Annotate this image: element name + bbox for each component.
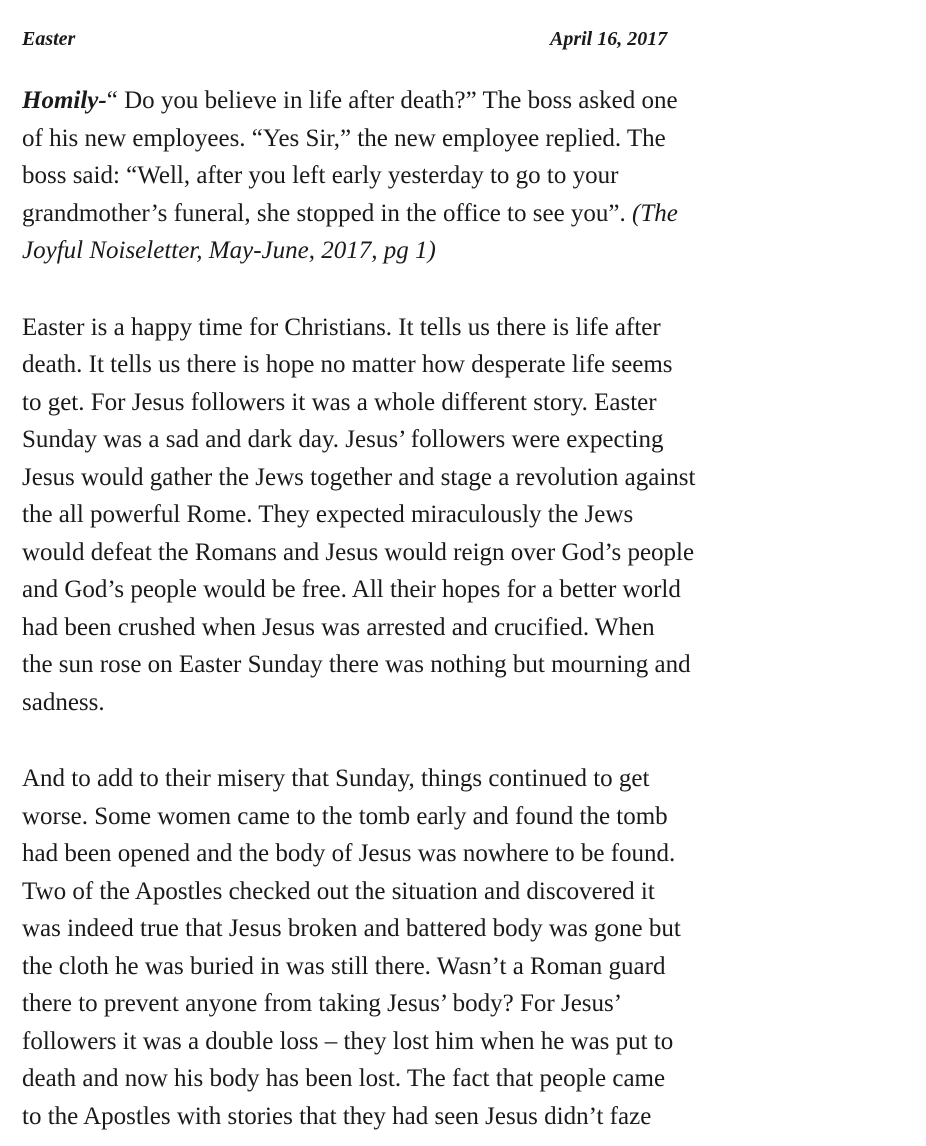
header-date: April 16, 2017 [550,28,668,50]
page-header [22,28,712,58]
paragraph-line: Jesus would gather the Jews together and stage a revolution against [22,463,696,491]
header-title: Easter [22,28,76,50]
paragraph-line: had been crushed when Jesus was arrested and crucified. When [22,613,655,641]
paragraph-line: the cloth he was buried in was still there. Wasn’t a Roman guard [22,952,666,980]
citation-end: Joyful Noiseletter, May-June, 2017, pg 1) [22,237,436,264]
paragraph-line: death. It tells us there is hope no matter how desperate life seems [22,351,673,378]
paragraph-easter-happy-time [22,309,912,722]
paragraph-line: Easter is a happy time for Christians. It tells us there is life after [22,313,661,341]
citation-start: (The [632,199,678,227]
paragraph-line: would defeat the Romans and Jesus would reign over God’s people [22,538,695,566]
paragraph-gap [22,721,912,760]
paragraph-line: to the Apostles with stories that they had seen Jesus didn’t faze [22,1102,652,1130]
homily-line-1 [22,82,912,120]
paragraph-line: and God’s people would be free. All their hopes for a better world [22,576,681,603]
homily-line-4 [22,195,912,233]
paragraph-misery-sunday [22,760,912,1135]
paragraph-line: the all powerful Rome. They expected miraculously the Jews [22,501,634,528]
paragraph-line: And to add to their misery that Sunday, things continued to get [22,765,650,792]
paragraph-line: worse. Some women came to the tomb early and found the tomb [22,802,668,830]
paragraph-line: to get. For Jesus followers it was a whole different story. Easter [22,388,657,416]
homily-line-4-text: grandmother’s funeral, she stopped in the office to see you”. [22,199,633,227]
paragraph-line: was indeed true that Jesus broken and battered body was gone but [22,915,681,942]
homily-line-3: boss said: “Well, after you left early yesterday to go to your [22,162,619,189]
homily-paragraph [22,82,912,270]
homily-line-1-text: “ Do you believe in life after death?” The boss asked one [106,87,678,114]
homily-line-2: of his new employees. “Yes Sir,” the new employee replied. The [22,124,666,152]
paragraph-line: the sun rose on Easter Sunday there was nothing but mourning and [22,651,691,678]
paragraph-line: followers it was a double loss – they lost him when he was put to [22,1027,674,1055]
document-body [22,82,912,1135]
paragraph-gap [22,270,912,309]
paragraph-line: there to prevent anyone from taking Jesus’ body? For Jesus’ [22,990,623,1017]
paragraph-line: death and now his body has been lost. The fact that people came [22,1065,666,1092]
paragraph-line: Sunday was a sad and dark day. Jesus’ followers were expecting [22,426,664,453]
homily-label: Homily- [22,87,107,114]
paragraph-line: sadness. [22,688,105,716]
paragraph-line: had been opened and the body of Jesus was nowhere to be found. [22,840,676,867]
paragraph-line: Two of the Apostles checked out the situation and discovered it [22,877,655,905]
